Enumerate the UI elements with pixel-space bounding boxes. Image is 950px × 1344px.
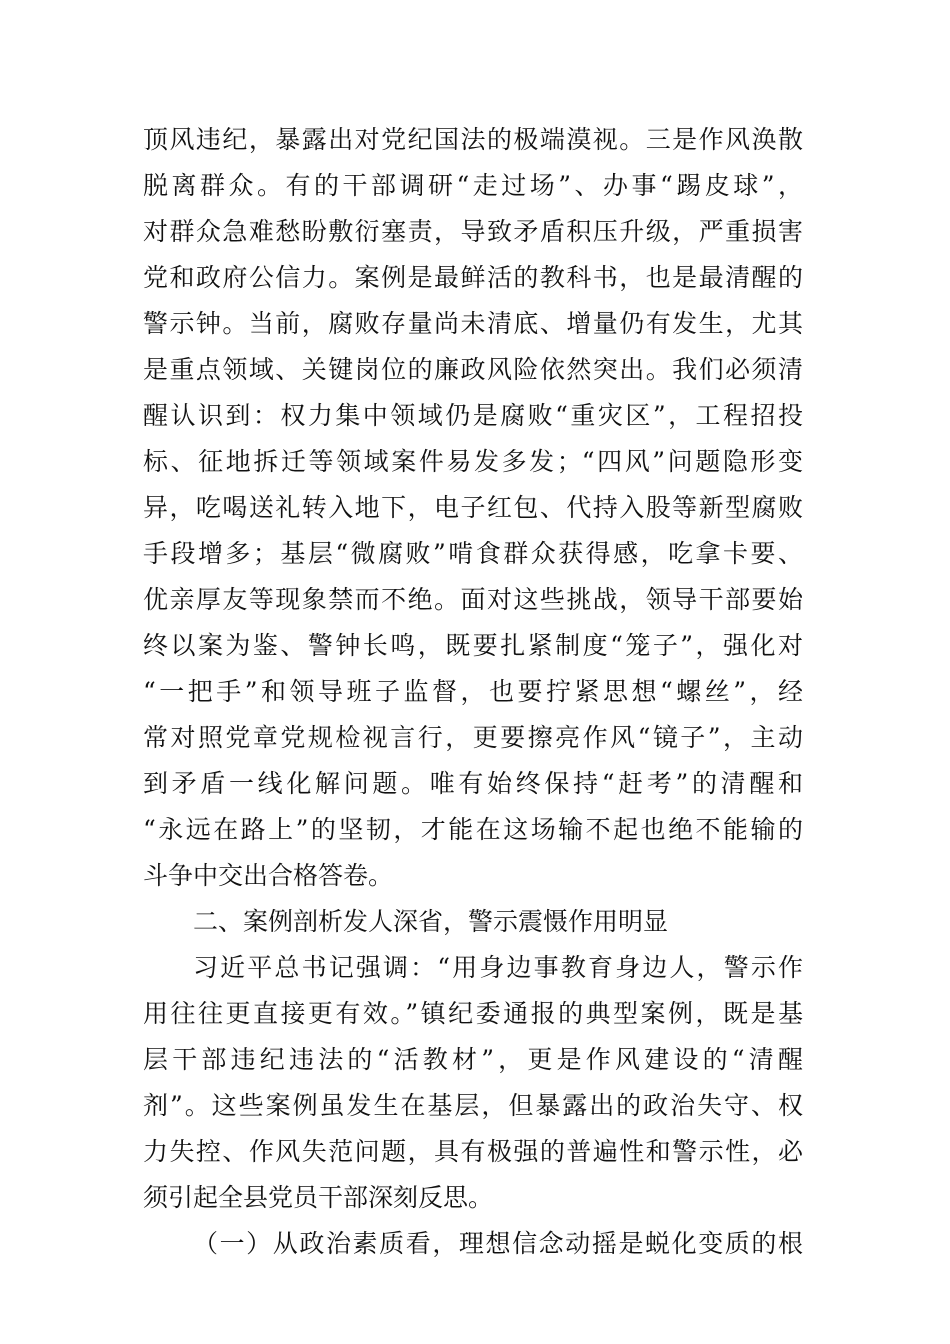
body-text-line: 标、征地拆迁等领域案件易发多发；“四风”问题隐形变 <box>143 447 803 476</box>
body-text-line: 手段增多；基层“微腐败”啃食群众获得感，吃拿卡要、 <box>143 539 803 568</box>
body-text-line: 党和政府公信力。案例是最鲜活的教科书，也是最清醒的 <box>143 263 803 292</box>
body-text-line: 剂”。这些案例虽发生在基层，但暴露出的政治失守、权 <box>143 1091 803 1120</box>
section-heading: 二、案例剖析发人深省，警示震慑作用明显 <box>193 907 669 936</box>
body-text-line: 优亲厚友等现象禁而不绝。面对这些挑战，领导干部要始 <box>143 585 803 614</box>
body-text-line: 常对照党章党规检视言行，更要擦亮作风“镜子”，主动 <box>143 723 803 752</box>
body-text-line: “一把手”和领导班子监督，也要拧紧思想“螺丝”，经 <box>143 677 803 706</box>
body-text-line: 是重点领域、关键岗位的廉政风险依然突出。我们必须清 <box>143 355 803 384</box>
body-text-line: 到矛盾一线化解问题。唯有始终保持“赶考”的清醒和 <box>143 769 803 798</box>
body-text-line: 层干部违纪违法的“活教材”，更是作风建设的“清醒 <box>143 1045 803 1074</box>
body-text-line: 须引起全县党员干部深刻反思。 <box>143 1183 494 1212</box>
subsection-heading: （一）从政治素质看，理想信念动摇是蜕化变质的根 <box>193 1229 803 1258</box>
body-text-line: 对群众急难愁盼敷衍塞责，导致矛盾积压升级，严重损害 <box>143 217 803 246</box>
body-text-line: 习近平总书记强调：“用身边事教育身边人，警示作 <box>193 953 803 982</box>
body-text-line: 异，吃喝送礼转入地下，电子红包、代持入股等新型腐败 <box>143 493 803 522</box>
body-text-line: 用往往更直接更有效。”镇纪委通报的典型案例，既是基 <box>143 999 803 1028</box>
body-text-line: 力失控、作风失范问题，具有极强的普遍性和警示性，必 <box>143 1137 803 1166</box>
body-text-line: “永远在路上”的坚韧，才能在这场输不起也绝不能输的 <box>143 815 803 844</box>
body-text-line: 终以案为鉴、警钟长鸣，既要扎紧制度“笼子”，强化对 <box>143 631 803 660</box>
body-text-line: 醒认识到：权力集中领域仍是腐败“重灾区”，工程招投 <box>143 401 803 430</box>
body-text-line: 斗争中交出合格答卷。 <box>143 861 394 890</box>
body-text-line: 顶风违纪，暴露出对党纪国法的极端漠视。三是作风涣散 <box>143 125 803 154</box>
body-text-line: 脱离群众。有的干部调研“走过场”、办事“踢皮球”， <box>143 171 803 200</box>
body-text-line: 警示钟。当前，腐败存量尚未清底、增量仍有发生，尤其 <box>143 309 803 338</box>
